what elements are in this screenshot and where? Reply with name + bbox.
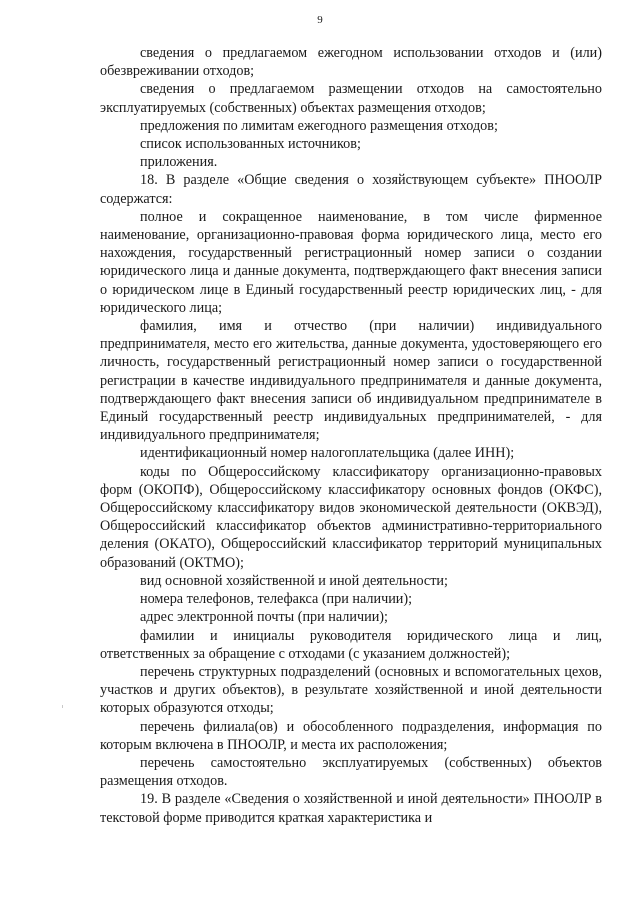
paragraph-responsible-persons: фамилии и инициалы руководителя юридического лица и лиц, ответственных за обращение с отходами (с указанием должностей); [100, 627, 602, 662]
paragraph-legal-entity: полное и сокращенное наименование, в том числе фирменное наименование, организационно-правовая форма юридического лица, место его нахождения, государственный регистрационный номер записи о создании юридического лица и данные документа, подтверждающего факт внесения записи о юридическом лице в Единый государственный реестр юридических лиц, - для юридического лица; [100, 208, 602, 316]
paragraph-phones: номера телефонов, телефакса (при наличии); [140, 591, 413, 608]
paragraph-limits: предложения по лимитам ежегодного размещения отходов; [140, 117, 498, 134]
paragraph-own-facilities: перечень самостоятельно эксплуатируемых (собственных) объектов размещения отходов. [100, 754, 602, 790]
document-body [100, 44, 602, 827]
paragraph-main-activity: вид основной хозяйственной и иной деятельности; [140, 572, 448, 589]
paragraph-placement: сведения о предлагаемом размещении отходов на самостоятельно эксплуатируемых (собственных) объектах размещения отходов; [100, 81, 602, 116]
paragraph-section-18: 18. В разделе «Общие сведения о хозяйствующем субъекте» ПНООЛР содержатся: [100, 172, 602, 207]
paragraph-disposal-usage: сведения о предлагаемом ежегодном использовании отходов и (или) обезвреживании отходов; [100, 45, 602, 80]
paragraph-appendices: приложения. [140, 154, 218, 171]
paragraph-inn: идентификационный номер налогоплательщика (далее ИНН); [140, 445, 515, 462]
page-number: 9 [317, 14, 323, 26]
margin-mark [62, 705, 63, 708]
paragraph-entrepreneur: фамилия, имя и отчество (при наличии) индивидуального предпринимателя, место его жительства, данные документа, удостоверяющего его личность, государственный регистрационный номер записи о государственной регистрации в качестве индивидуального предпринимателя и данные документа, подтверждающего факт внесения записи об индивидуальном предпринимателе в Единый государственный реестр индивидуальных предпринимателей, - для индивидуального предпринимателя; [100, 318, 602, 444]
paragraph-branches: перечень филиала(ов) и обособленного подразделения, информация по которым включена в ПНООЛР, и места их расположения; [100, 718, 602, 753]
paragraph-sources: список использованных источников; [140, 136, 361, 153]
paragraph-section-19: 19. В разделе «Сведения о хозяйственной и иной деятельности» ПНООЛР в текстовой форме приводится краткая характеристика и [100, 791, 602, 826]
paragraph-classifier-codes: коды по Общероссийскому классификатору организационно-правовых форм (ОКОПФ), Общероссийскому классификатору основных фондов (ОКФС), Общероссийскому классификатору видов экономической деятельности (ОКВЭД), Общероссийский классификатор объектов административно-территориального деления (ОКАТО), Общероссийский классификатор территорий муниципальных образований (ОКТМО); [100, 463, 602, 571]
paragraph-structural-units: перечень структурных подразделений (основных и вспомогательных цехов, участков и других объектов), в результате хозяйственной и иной деятельности которых образуются отходы; [100, 663, 602, 717]
paragraph-email: адрес электронной почты (при наличии); [140, 609, 388, 626]
